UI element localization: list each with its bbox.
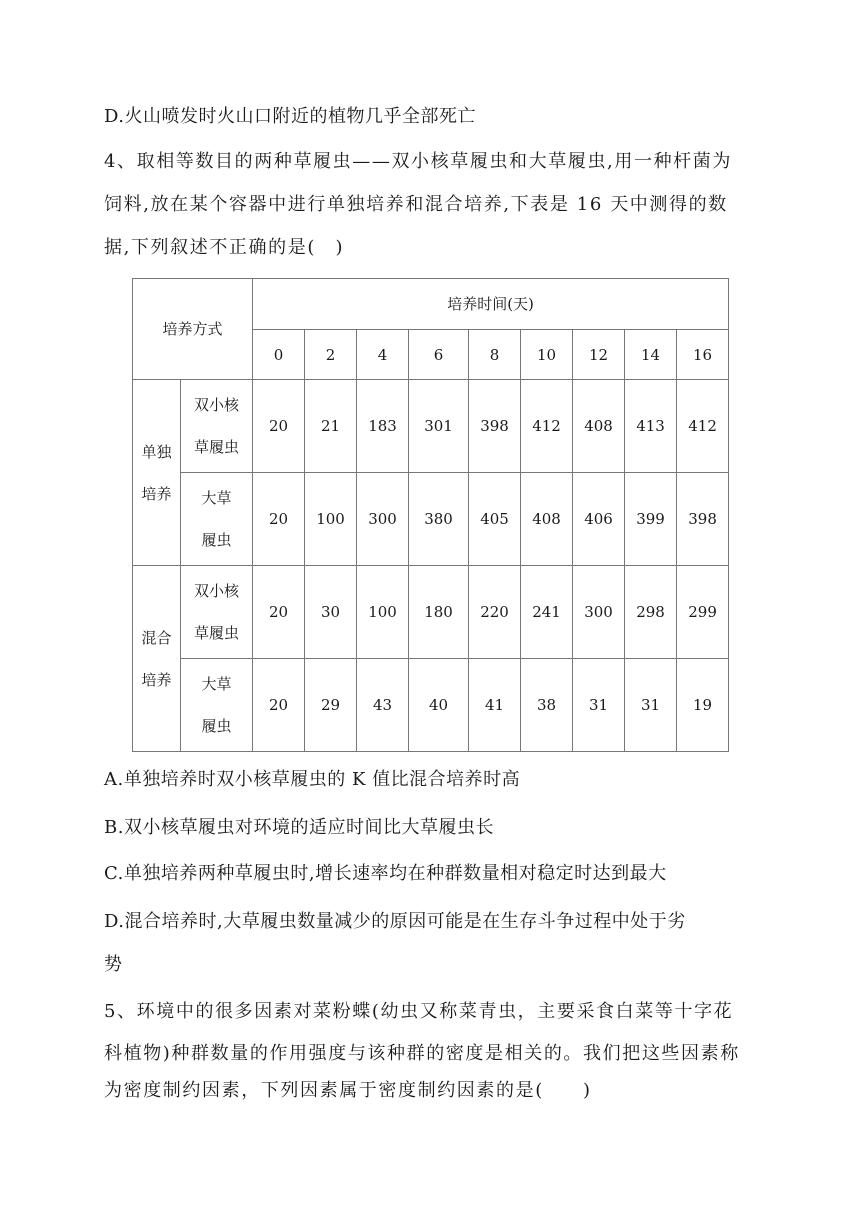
day-cell: 2 <box>305 330 357 380</box>
value-cell: 20 <box>253 566 305 659</box>
value-cell: 408 <box>521 473 573 566</box>
value-cell: 21 <box>305 380 357 473</box>
table-row <box>133 380 729 473</box>
species-label: 双小核 草履虫 <box>181 380 253 473</box>
q5-stem-line-1: 5、环境中的很多因素对菜粉蝶(幼虫又称菜青虫，主要采食白菜等十字花 <box>104 1001 734 1022</box>
q4-stem-line-1: 4、取相等数目的两种草履虫——双小核草履虫和大草履虫,用一种杆菌为 <box>104 151 732 172</box>
group-label-separate: 单独 培养 <box>133 380 181 566</box>
value-cell: 100 <box>357 566 409 659</box>
value-cell: 398 <box>677 473 729 566</box>
table-header-row <box>133 279 729 330</box>
value-cell: 301 <box>409 380 469 473</box>
value-cell: 220 <box>469 566 521 659</box>
value-cell: 19 <box>677 659 729 752</box>
value-cell: 20 <box>253 659 305 752</box>
value-cell: 38 <box>521 659 573 752</box>
day-cell: 14 <box>625 330 677 380</box>
value-cell: 183 <box>357 380 409 473</box>
value-cell: 298 <box>625 566 677 659</box>
table-row <box>133 659 729 752</box>
q4-stem-line-2: 饲料,放在某个容器中进行单独培养和混合培养,下表是 16 天中测得的数 <box>104 194 728 215</box>
species-label: 双小核 草履虫 <box>181 566 253 659</box>
culture-data-table <box>132 278 729 752</box>
value-cell: 20 <box>253 380 305 473</box>
value-cell: 300 <box>573 566 625 659</box>
table-row <box>133 566 729 659</box>
value-cell: 405 <box>469 473 521 566</box>
q4-option-d-line-1: D.混合培养时,大草履虫数量减少的原因可能是在生存斗争过程中处于劣 <box>104 911 686 932</box>
day-cell: 16 <box>677 330 729 380</box>
prev-option-d: D.火山喷发时火山口附近的植物几乎全部死亡 <box>104 106 477 127</box>
table-row <box>133 473 729 566</box>
day-cell: 0 <box>253 330 305 380</box>
value-cell: 100 <box>305 473 357 566</box>
value-cell: 180 <box>409 566 469 659</box>
value-cell: 40 <box>409 659 469 752</box>
species-label: 大草 履虫 <box>181 659 253 752</box>
q5-stem-line-2: 科植物)种群数量的作用强度与该种群的密度是相关的。我们把这些因素称 <box>104 1043 740 1064</box>
value-cell: 380 <box>409 473 469 566</box>
species-label: 大草 履虫 <box>181 473 253 566</box>
group-label-mixed: 混合 培养 <box>133 566 181 752</box>
q5-stem-line-3: 为密度制约因素，下列因素属于密度制约因素的是( ) <box>104 1080 592 1101</box>
q4-option-a: A.单独培养时双小核草履虫的 K 值比混合培养时高 <box>104 769 521 790</box>
value-cell: 43 <box>357 659 409 752</box>
value-cell: 399 <box>625 473 677 566</box>
value-cell: 29 <box>305 659 357 752</box>
value-cell: 31 <box>625 659 677 752</box>
value-cell: 299 <box>677 566 729 659</box>
day-cell: 12 <box>573 330 625 380</box>
value-cell: 406 <box>573 473 625 566</box>
value-cell: 412 <box>677 380 729 473</box>
value-cell: 31 <box>573 659 625 752</box>
day-cell: 8 <box>469 330 521 380</box>
method-header: 培养方式 <box>133 279 253 380</box>
value-cell: 300 <box>357 473 409 566</box>
q4-option-c: C.单独培养两种草履虫时,增长速率均在种群数量相对稳定时达到最大 <box>104 863 667 884</box>
value-cell: 398 <box>469 380 521 473</box>
value-cell: 241 <box>521 566 573 659</box>
value-cell: 30 <box>305 566 357 659</box>
day-cell: 6 <box>409 330 469 380</box>
q4-option-b: B.双小核草履虫对环境的适应时间比大草履虫长 <box>104 817 494 838</box>
q4-stem-line-3: 据,下列叙述不正确的是( ) <box>104 237 345 258</box>
day-cell: 10 <box>521 330 573 380</box>
value-cell: 412 <box>521 380 573 473</box>
value-cell: 408 <box>573 380 625 473</box>
value-cell: 413 <box>625 380 677 473</box>
time-header: 培养时间(天) <box>253 279 729 330</box>
value-cell: 41 <box>469 659 521 752</box>
value-cell: 20 <box>253 473 305 566</box>
day-cell: 4 <box>357 330 409 380</box>
q4-option-d-line-2: 势 <box>104 954 123 975</box>
